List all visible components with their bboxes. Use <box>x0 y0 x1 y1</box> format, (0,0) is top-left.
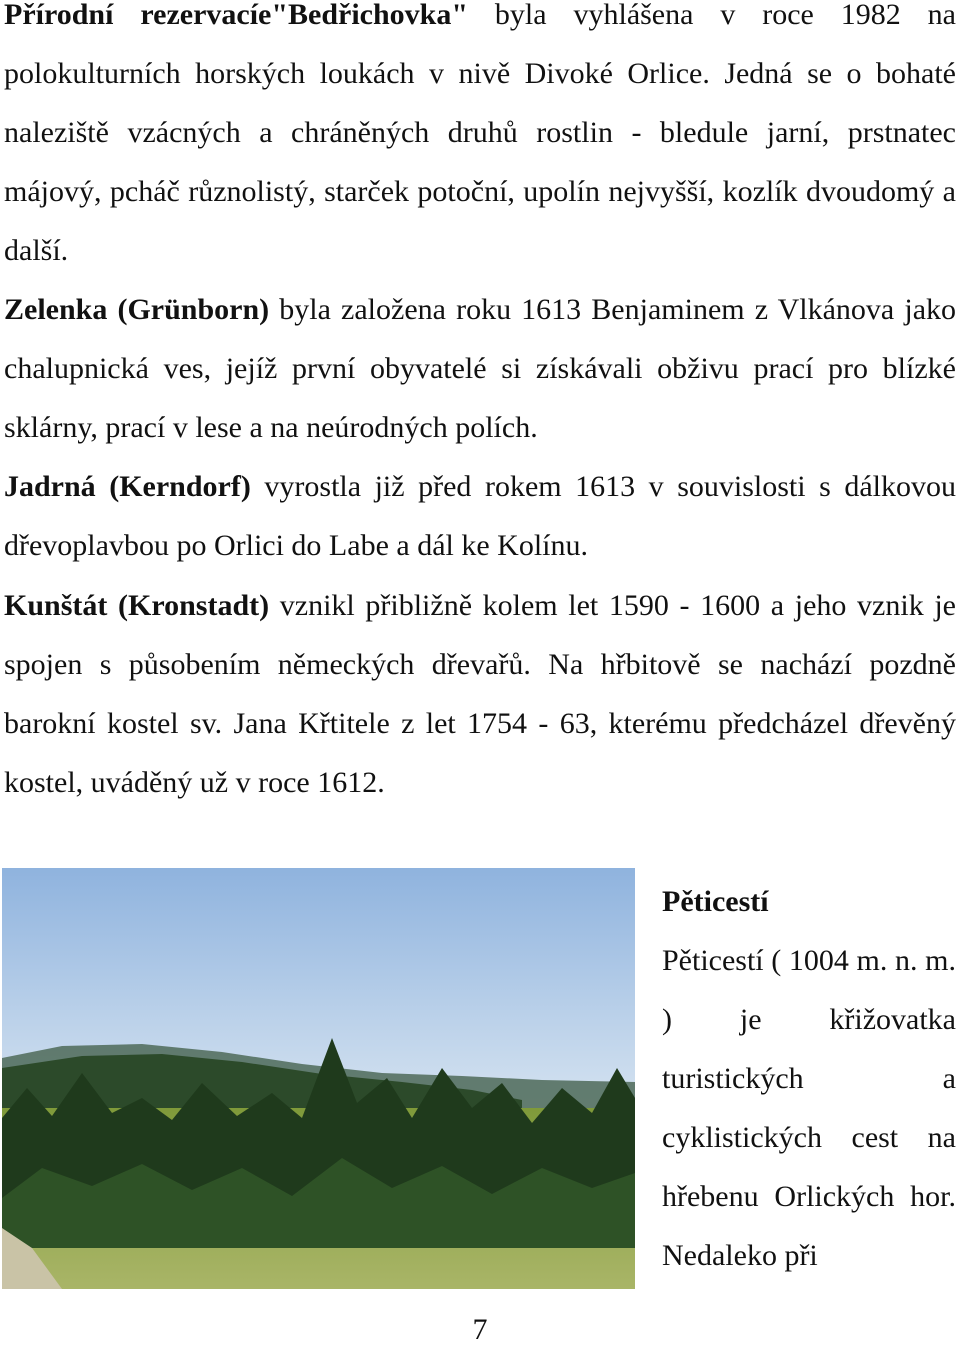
landscape-photo <box>2 868 635 1289</box>
paragraph-zelenka <box>4 280 956 457</box>
sidebar-peticesti <box>662 872 956 1285</box>
paragraph-heading: Jadrná (Kerndorf) <box>4 470 251 503</box>
sidebar-title: Pěticestí <box>662 885 769 918</box>
paragraph-heading: Přírodní rezervacíe"Bedřichovka" <box>4 0 469 31</box>
paragraph-body: byla založena roku 1613 Benjaminem z Vlkánova jako chalupnická ves, jejíž první obyvatelé si získávali obživu prací pro blízké sklárny, prací v lese a na neúrodných polích. <box>4 293 957 444</box>
paragraph-body: vznikl přibližně kolem let 1590 - 1600 a jeho vznik je spojen s působením německých dřevařů. Na hřbitově se nachází pozdně barokní kostel sv. Jana Křtitele z let 1754 - 63, kterému předcházel dřevěný kostel, uváděný už v roce 1612. <box>4 589 956 799</box>
paragraph-jadrna <box>4 457 956 575</box>
paragraph-kunstat <box>4 576 956 812</box>
paragraph-body: byla vyhlášena v roce 1982 na polokulturních horských loukách v nivě Divoké Orlice. Jedná se o bohaté naleziště vzácných a chráněných druhů rostlin - bledule jarní, prstnatec májový, pcháč různolistý, starček potoční, upolín nejvyšší, kozlík dvoudomý a další. <box>4 0 956 267</box>
sidebar-text: Pěticestí ( 1004 m. n. m. ) je křižovatka turistických a cyklistických cest na hřebenu Orlických hor. Nedaleko při <box>662 944 956 1272</box>
paragraph-bedrichovka <box>4 0 956 280</box>
page-number: 7 <box>472 1313 488 1346</box>
paragraph-heading: Zelenka (Grünborn) <box>4 293 270 326</box>
paragraph-heading: Kunštát (Kronstadt) <box>4 589 270 622</box>
paragraph-body: vyrostla již před rokem 1613 v souvislosti s dálkovou dřevoplavbou po Orlici do Labe a dál ke Kolínu. <box>4 470 956 562</box>
